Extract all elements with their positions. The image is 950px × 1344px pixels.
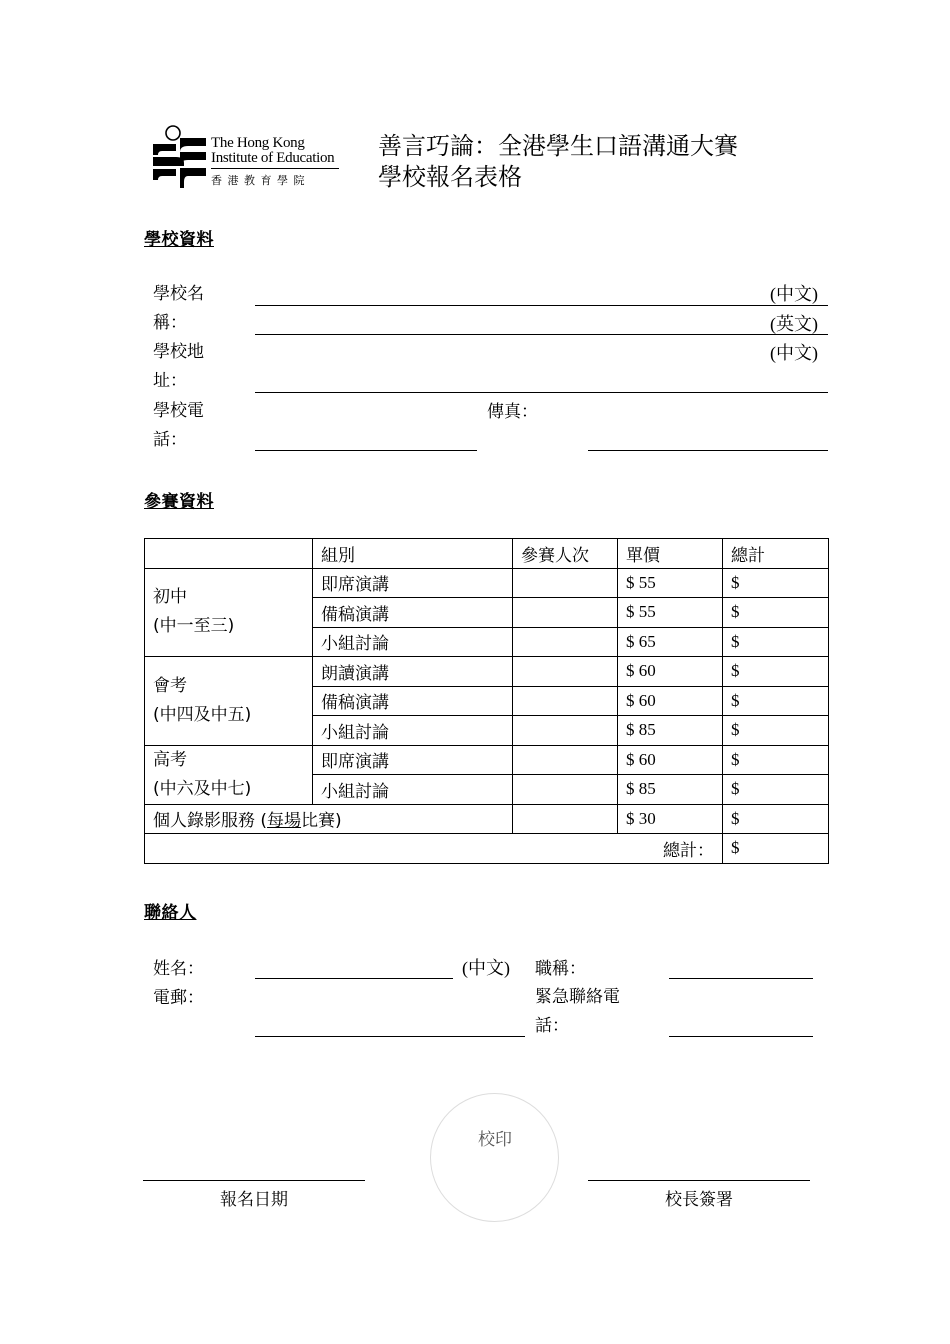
fax-label: 傳真： bbox=[487, 402, 538, 422]
school-name-zh-tag: (中文) bbox=[770, 284, 818, 304]
total-cell[interactable]: $ bbox=[723, 598, 829, 628]
contact-name-zh-tag: (中文) bbox=[462, 958, 510, 978]
group-cell-junior bbox=[145, 568, 313, 657]
emergency-phone-label-line1: 緊急聯絡電 bbox=[535, 987, 620, 1007]
group-range: (中一至三) bbox=[153, 616, 235, 637]
page-title: 善言巧論：全港學生口語溝通大賽 bbox=[378, 132, 738, 160]
video-service-suffix: 比賽) bbox=[301, 811, 342, 832]
video-service-underlined: 每場 bbox=[267, 811, 302, 832]
school-name-label-line1: 學校名 bbox=[153, 284, 204, 304]
group-name: 會考 bbox=[153, 675, 187, 696]
total-cell[interactable]: $ bbox=[723, 745, 829, 775]
price-cell: $ 85 bbox=[618, 775, 723, 805]
category-cell: 小組討論 bbox=[313, 775, 513, 805]
price-cell: $ 85 bbox=[618, 716, 723, 746]
total-cell[interactable]: $ bbox=[723, 627, 829, 657]
contact-section-title: 聯絡人 bbox=[144, 903, 197, 923]
school-phone-label-line1: 學校電 bbox=[153, 401, 204, 421]
grand-total-value[interactable]: $ bbox=[723, 834, 829, 864]
category-cell: 小組討論 bbox=[313, 716, 513, 746]
school-address-field[interactable] bbox=[255, 392, 828, 393]
group-cell-hkcee bbox=[145, 657, 313, 746]
total-cell[interactable]: $ bbox=[723, 775, 829, 805]
grand-total-label: 總計： bbox=[145, 834, 723, 864]
email-field[interactable] bbox=[255, 1036, 525, 1037]
participants-input[interactable] bbox=[513, 627, 618, 657]
grand-total-row bbox=[145, 834, 829, 864]
school-section-title: 學校資料 bbox=[144, 230, 214, 250]
total-cell[interactable]: $ bbox=[723, 568, 829, 598]
price-cell: $ 55 bbox=[618, 598, 723, 628]
school-phone-label bbox=[153, 397, 204, 455]
table-header-empty bbox=[145, 539, 313, 569]
school-name-zh-field[interactable] bbox=[255, 305, 828, 306]
participants-input[interactable] bbox=[513, 568, 618, 598]
price-cell: $ 65 bbox=[618, 627, 723, 657]
signature-label: 校長簽署 bbox=[665, 1190, 733, 1210]
logo-rule bbox=[211, 168, 339, 169]
total-cell[interactable]: $ bbox=[723, 686, 829, 716]
group-range: (中六及中七) bbox=[153, 778, 252, 799]
emergency-phone-label bbox=[535, 983, 620, 1041]
table-header-category: 組別 bbox=[313, 539, 513, 569]
school-stamp-circle[interactable] bbox=[430, 1093, 559, 1222]
price-cell: $ 60 bbox=[618, 657, 723, 687]
fax-field[interactable] bbox=[588, 450, 828, 451]
total-cell[interactable]: $ bbox=[723, 804, 829, 834]
price-cell: $ 60 bbox=[618, 686, 723, 716]
contact-name-field[interactable] bbox=[255, 978, 453, 979]
entry-fee-table bbox=[144, 538, 829, 864]
school-address-label bbox=[153, 338, 204, 396]
price-cell: $ 55 bbox=[618, 568, 723, 598]
contact-name-label: 姓名： bbox=[153, 959, 204, 979]
date-line[interactable] bbox=[143, 1180, 365, 1181]
video-service-row bbox=[145, 804, 829, 834]
total-cell[interactable]: $ bbox=[723, 716, 829, 746]
video-service-label bbox=[145, 804, 513, 834]
price-cell: $ 60 bbox=[618, 745, 723, 775]
position-label: 職稱： bbox=[535, 959, 586, 979]
category-cell: 備稿演講 bbox=[313, 598, 513, 628]
email-label: 電郵： bbox=[153, 988, 204, 1008]
category-cell: 小組討論 bbox=[313, 627, 513, 657]
participants-input[interactable] bbox=[513, 716, 618, 746]
group-name: 初中 bbox=[153, 587, 187, 608]
date-label: 報名日期 bbox=[220, 1190, 288, 1210]
video-service-prefix: 個人錄影服務 ( bbox=[153, 811, 268, 832]
school-name-label-line2: 稱： bbox=[153, 313, 187, 333]
logo-zh: 香 港 教 育 學 院 bbox=[211, 174, 306, 187]
school-name-en-field[interactable] bbox=[255, 334, 828, 335]
participants-input[interactable] bbox=[513, 686, 618, 716]
institute-emblem-icon bbox=[150, 124, 210, 190]
participants-input[interactable] bbox=[513, 804, 618, 834]
table-row bbox=[145, 657, 829, 687]
school-address-label-line2: 址： bbox=[153, 371, 187, 391]
school-name-label bbox=[153, 280, 204, 338]
table-header-price: 單價 bbox=[618, 539, 723, 569]
page-subtitle: 學校報名表格 bbox=[378, 163, 522, 191]
school-stamp-label: 校印 bbox=[478, 1130, 512, 1150]
signature-line[interactable] bbox=[588, 1180, 810, 1181]
table-row bbox=[145, 745, 829, 775]
category-cell: 即席演講 bbox=[313, 745, 513, 775]
participants-input[interactable] bbox=[513, 775, 618, 805]
school-address-label-line1: 學校地 bbox=[153, 342, 204, 362]
participants-input[interactable] bbox=[513, 598, 618, 628]
logo-en-line2: Institute of Education bbox=[211, 150, 335, 166]
emergency-phone-label-line2: 話： bbox=[535, 1016, 569, 1036]
table-header-row bbox=[145, 539, 829, 569]
table-header-participants: 參賽人次 bbox=[513, 539, 618, 569]
logo-en-line1: The Hong Kong bbox=[211, 135, 305, 151]
group-range: (中四及中五) bbox=[153, 704, 252, 725]
table-row bbox=[145, 568, 829, 598]
school-address-zh-tag: (中文) bbox=[770, 343, 818, 363]
participants-input[interactable] bbox=[513, 745, 618, 775]
category-cell: 備稿演講 bbox=[313, 686, 513, 716]
group-name: 高考 bbox=[153, 749, 187, 770]
school-phone-field[interactable] bbox=[255, 450, 477, 451]
school-phone-label-line2: 話： bbox=[153, 430, 187, 450]
entry-section-title: 參賽資料 bbox=[144, 492, 214, 512]
school-name-en-tag: (英文) bbox=[770, 314, 818, 334]
institute-logo bbox=[150, 124, 345, 190]
participants-input[interactable] bbox=[513, 657, 618, 687]
group-cell-hkal bbox=[145, 745, 313, 804]
total-cell[interactable]: $ bbox=[723, 657, 829, 687]
position-field[interactable] bbox=[669, 978, 813, 979]
category-cell: 朗讀演講 bbox=[313, 657, 513, 687]
category-cell: 即席演講 bbox=[313, 568, 513, 598]
emergency-phone-field[interactable] bbox=[669, 1036, 813, 1037]
price-cell: $ 30 bbox=[618, 804, 723, 834]
table-header-total: 總計 bbox=[723, 539, 829, 569]
